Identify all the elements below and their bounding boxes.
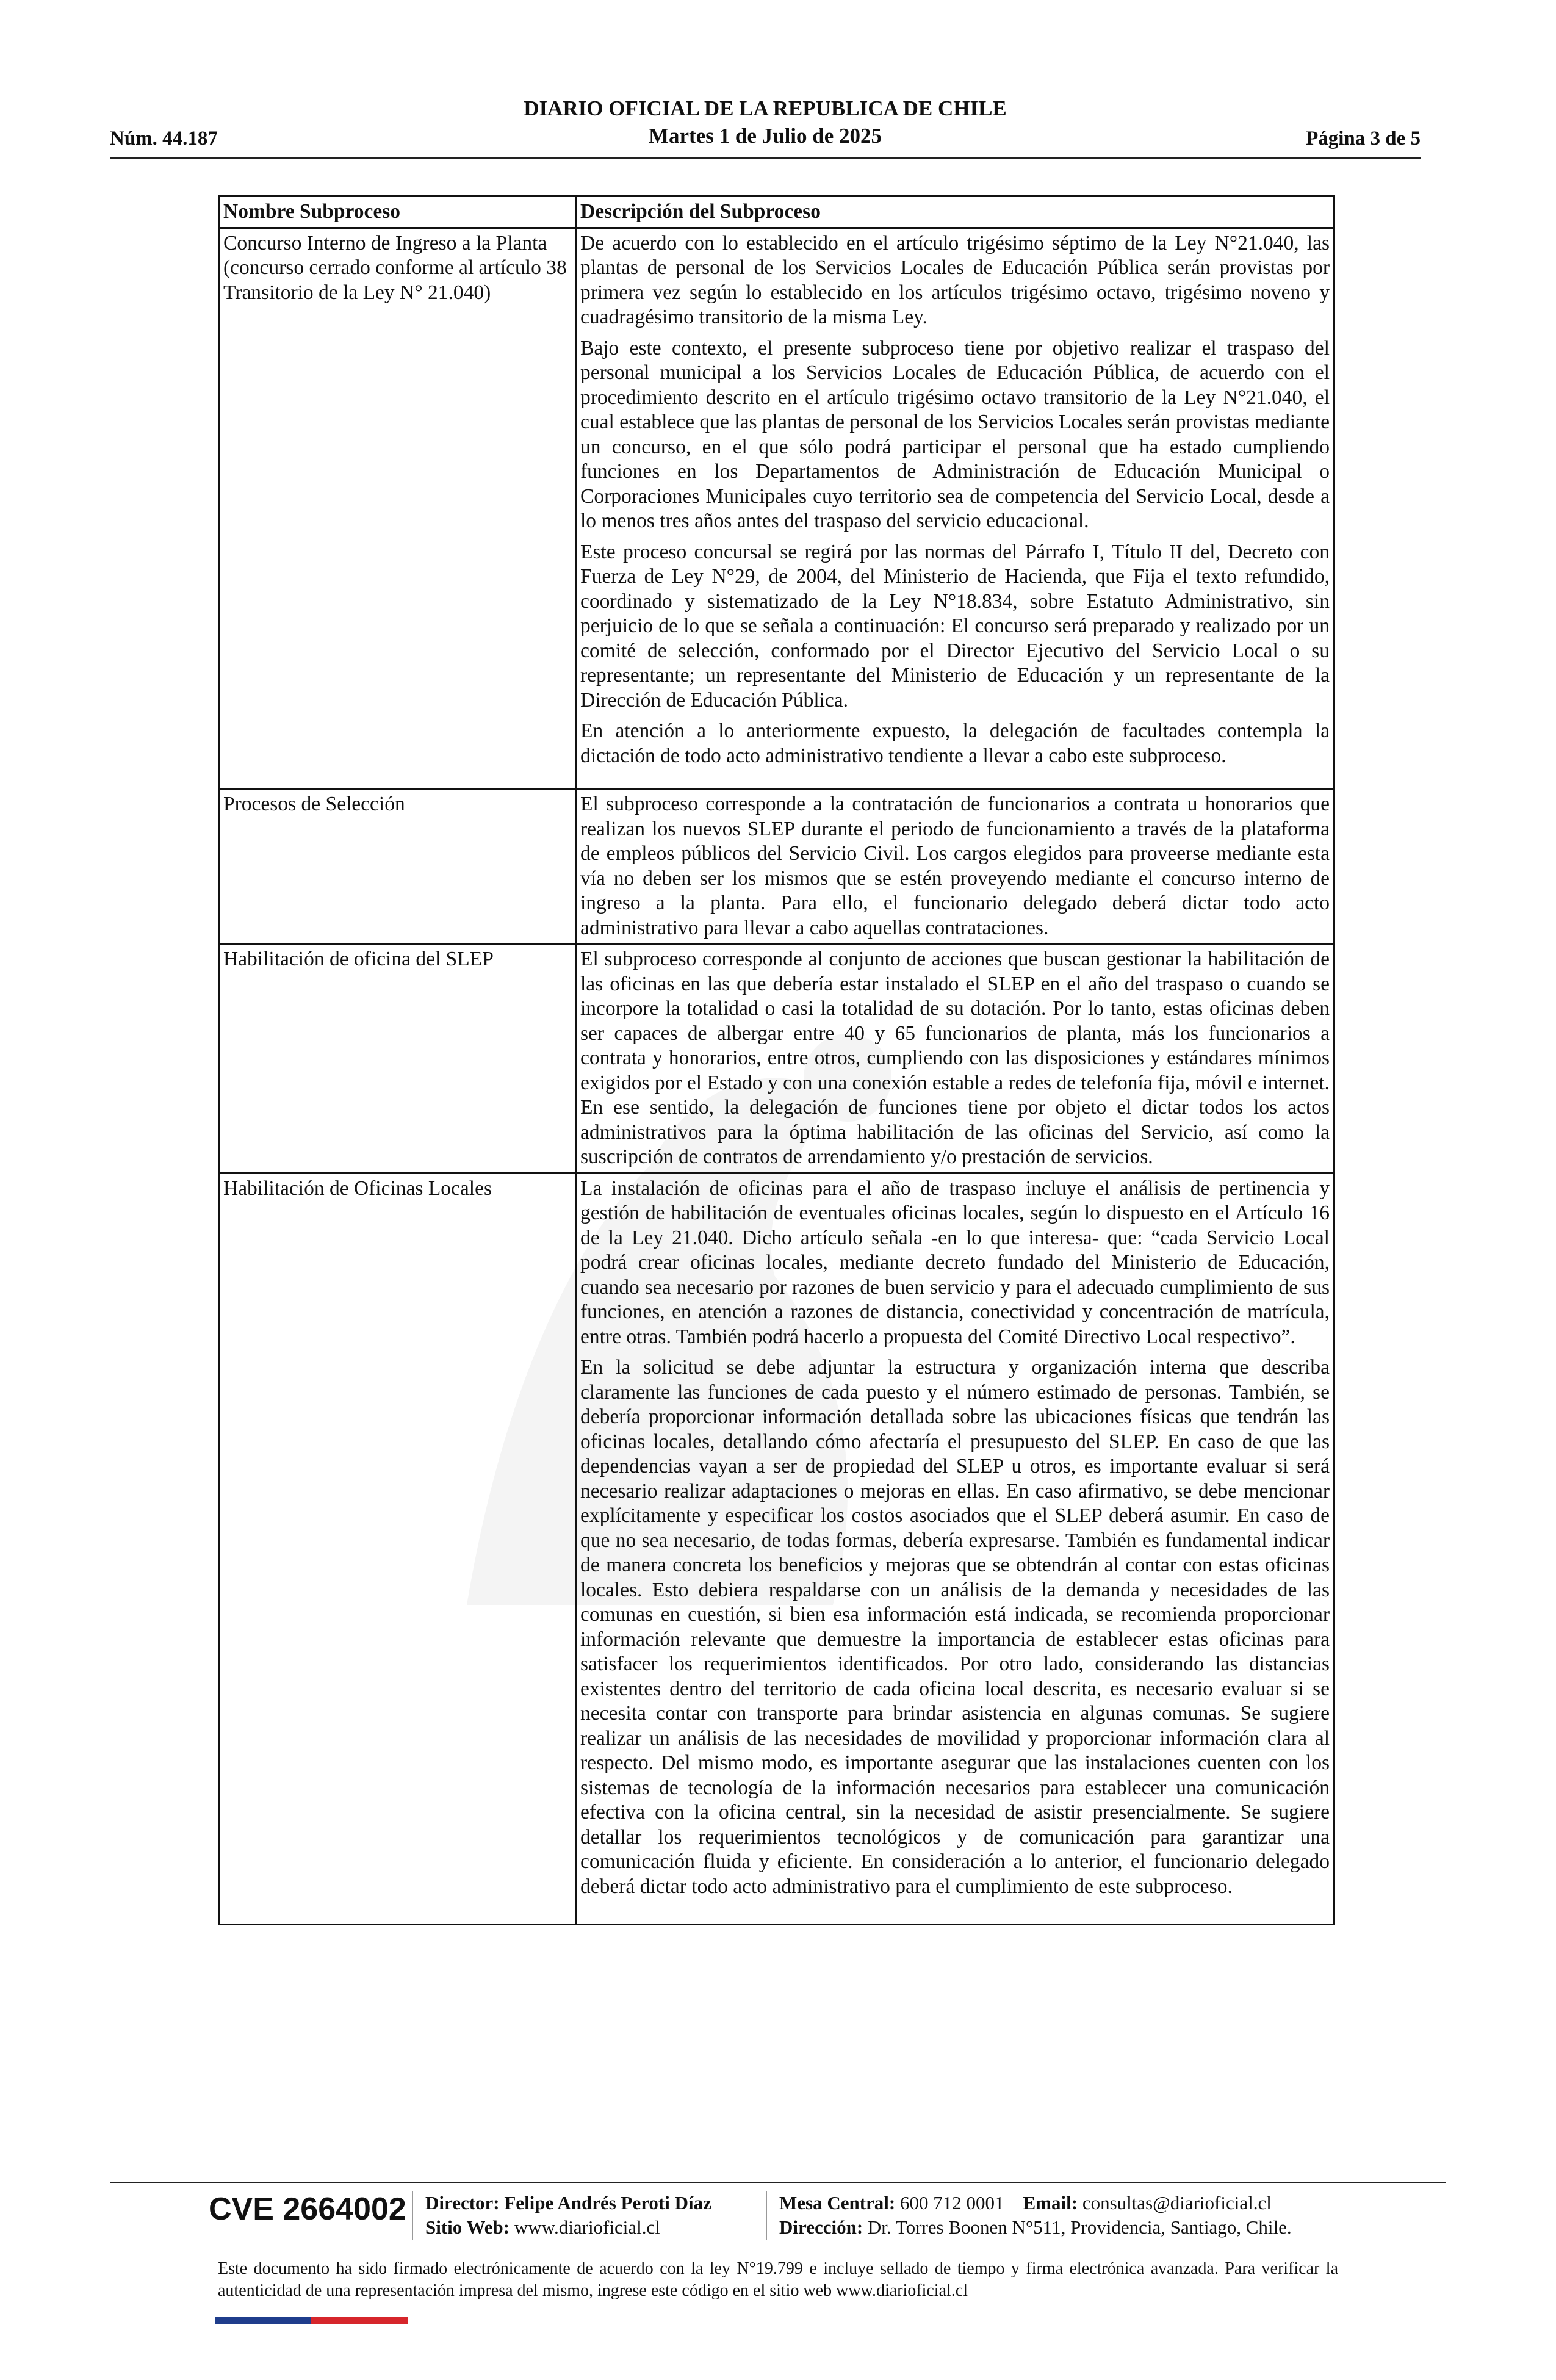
site-link[interactable]: www.diarioficial.cl <box>514 2216 660 2238</box>
description-paragraph: Bajo este contexto, el presente subproceso tiene por objetivo realizar el traspaso del personal municipal a los Servicios Locales de Educación Pública, de acuerdo con el procedimiento descrito en el artículo trigésimo octavo transitorio de la Ley N°21.040, el cual establece que las plantas de personal de los Servicios Locales serán provistas mediante un concurso, en el que sólo podrá participar el personal que ha estado cumpliendo funciones en los Departamentos de Administración de Educación Municipal o Corporaciones Municipales cuyo territorio sea de competencia del Servicio Local, desde a lo menos tres años antes del traspaso del servicio educacional. <box>580 336 1330 532</box>
header-divider <box>110 157 1421 159</box>
subprocess-description <box>576 789 1334 944</box>
footer-contact-block <box>779 2191 1292 2240</box>
flag-bar-blue <box>215 2317 311 2324</box>
cve-code: CVE 2664002 <box>209 2191 406 2227</box>
subprocess-name: Habilitación de oficina del SLEP <box>219 944 576 1174</box>
table-row <box>219 789 1334 944</box>
flag-bar-red <box>311 2317 408 2324</box>
description-paragraph: El subproceso corresponde a la contratación de funcionarios a contrata u honorarios que realizan los nuevos SLEP durante el periodo de funcionamiento a través de la plataforma de empleos públicos del Servicio Civil. Los cargos elegidos para proveerse mediante esta vía no deben ser los mismos que se estén proveyendo mediante el concurso interno de ingreso a la planta. Para ello, el funcionario delegado deberá dictar todo acto administrativo para llevar a cabo aquellas contrataciones. <box>580 793 1330 939</box>
footer-director-block <box>425 2191 711 2240</box>
description-paragraph: Este proceso concursal se regirá por las normas del Párrafo I, Título II del, Decreto con Fuerza de Ley N°29, de 2004, del Ministerio de Hacienda, que Fija el texto refundido, coordinado y sistematizado de la Ley N°18.834, sobre Estatuto Administrativo, sin perjuicio de lo que se señala a continuación: El concurso será preparado y realizado por un comité de selección, conformado por el Director Ejecutivo del Servicio Local o su representante; un representante del Ministerio de Educación y un representante de la Dirección de Educación Pública. <box>580 540 1330 712</box>
director-name: Felipe Andrés Peroti Díaz <box>504 2192 711 2213</box>
table-row <box>219 1173 1334 1925</box>
description-paragraph: La instalación de oficinas para el año de traspaso incluye el análisis de pertinencia y gestión de habilitación de eventuales oficinas locales, según lo dispuesto en el Artículo 16 de la Ley 21.040. Dicho artículo señala -en lo que interesa- que: “cada Servicio Local podrá crear oficinas locales, mediante decreto fundado del Ministerio de Educación, cuando sea necesario por razones de buen servicio y para el adecuado cumplimiento de sus funciones, en atención a razones de distancia, conectividad y concentración de matrícula, entre otras. También podrá hacerlo a propuesta del Comité Directivo Local respectivo”. <box>580 1177 1330 1348</box>
subprocess-table <box>218 195 1335 1925</box>
footer-separator <box>766 2191 767 2240</box>
description-paragraph: De acuerdo con lo establecido en el artículo trigésimo séptimo de la Ley N°21.040, las plantas de personal de los Servicios Locales de Educación Pública serán provistas por primera vez según lo establecido en los artículos trigésimo octavo, trigésimo noveno y cuadragésimo transitorio de la misma Ley. <box>580 231 1330 328</box>
director-label: Director: <box>425 2192 500 2213</box>
footer-separator <box>412 2191 413 2240</box>
description-paragraph: En atención a lo anteriormente expuesto, la delegación de facultades contempla la dictación de todo acto administrativo tendiente a llevar a cabo este subproceso. <box>580 719 1330 767</box>
description-paragraph: En la solicitud se debe adjuntar la estructura y organización interna que describa claramente las funciones de cada puesto y el número estimado de personas. También, se debería proporcionar información detallada sobre las ubicaciones físicas que tendrán las oficinas locales, detallando cómo afectaría el presupuesto del SLEP. En caso de que las dependencias vayan a ser de propiedad del SLEP u otros, es importante evaluar si será necesario realizar adaptaciones o mejoras en ellas. En caso afirmativo, se debe mencionar explícitamente y especificar los costos asociados que el SLEP deberá asumir. En caso de que no sea necesario, de todas formas, debería expresarse. También es fundamental indicar de manera concreta los beneficios y mejoras que se obtendrán al contar con estas oficinas locales. Esto debiera respaldarse con un análisis de la demanda y necesidades de las comunas en cuestión, si bien esa información está indicada, se recomienda proporcionar información relevante que demuestre la importancia de establecer estas oficinas para satisfacer los requerimientos identificados. Por otro lado, considerando las distancias existentes dentro del territorio de cada oficina local descrita, es necesario evaluar si se necesita contar con transporte para brindar asistencia en algunas comunas. Se sugiere realizar un análisis de las necesidades de movilidad y proporcionar información clara al respecto. Del mismo modo, es importante asegurar que las instalaciones cuenten con los sistemas de tecnología de la información necesarios para establecer una comunicación efectiva con la oficina central, sin la necesidad de asistir presencialmente. Se sugiere detallar los requerimientos tecnológicos y de comunicación para garantizar una comunicación fluida y eficiente. En consideración a lo anterior, el funcionario delegado deberá dictar todo acto administrativo para el cumplimiento de este subproceso. <box>580 1356 1330 1898</box>
page-header <box>110 95 1421 159</box>
header-center <box>110 95 1421 150</box>
email-link[interactable]: consultas@diarioficial.cl <box>1082 2192 1272 2213</box>
issue-number: Núm. 44.187 <box>110 128 218 150</box>
electronic-signature-note: Este documento ha sido firmado electrónicamente de acuerdo con la ley N°19.799 e incluye sellado de tiempo y firma electrónica avanzada. Para verificar la autenticidad de una representación impresa del mismo, ingrese este código en el sitio web www.diarioficial.cl <box>218 2259 1338 2300</box>
column-header-description: Descripción del Subproceso <box>576 197 1334 228</box>
address-text: Dr. Torres Boonen N°511, Providencia, Santiago, Chile. <box>867 2216 1292 2238</box>
subprocess-name: Procesos de Selección <box>219 789 576 944</box>
table-row <box>219 228 1334 789</box>
phone-number: 600 712 0001 <box>900 2192 1004 2213</box>
email-label: Email: <box>1023 2192 1078 2213</box>
table-header-row <box>219 197 1334 228</box>
site-label: Sitio Web: <box>425 2216 510 2238</box>
subprocess-name: Concurso Interno de Ingreso a la Planta (concurso cerrado conforme al artículo 38 Transitorio de la Ley N° 21.040) <box>219 228 576 789</box>
subprocess-name: Habilitación de Oficinas Locales <box>219 1173 576 1925</box>
description-paragraph: El subproceso corresponde al conjunto de acciones que buscan gestionar la habilitación de las oficinas en las que debería estar instalado el SLEP en el año del traspaso o cuando se incorpore la totalidad o casi la totalidad de su dotación. Por lo tanto, estas oficinas deben ser capaces de albergar entre 40 y 65 funcionarios de planta, más los funcionarios a contrata y honorarios, entre otros, cumpliendo con las disposiciones y estándares mínimos exigidos por el Estado y con una conexión estable a redes de telefonía fija, móvil e internet. En ese sentido, la delegación de funciones tiene por objeto el dictar todos los actos administrativos para la óptima habilitación de las oficinas del Servicio, así como la suscripción de contratos de arrendamiento y/o prestación de servicios. <box>580 948 1330 1168</box>
table-row <box>219 944 1334 1174</box>
address-label: Dirección: <box>779 2216 863 2238</box>
phone-label: Mesa Central: <box>779 2192 896 2213</box>
subprocess-description <box>576 228 1334 789</box>
newspaper-title: DIARIO OFICIAL DE LA REPUBLICA DE CHILE <box>524 96 1007 120</box>
subprocess-description <box>576 944 1334 1174</box>
page-number: Página 3 de 5 <box>1306 128 1421 150</box>
subprocess-description <box>576 1173 1334 1925</box>
column-header-name: Nombre Subproceso <box>219 197 576 228</box>
footer-divider <box>110 2182 1446 2183</box>
issue-date: Martes 1 de Julio de 2025 <box>648 124 882 148</box>
